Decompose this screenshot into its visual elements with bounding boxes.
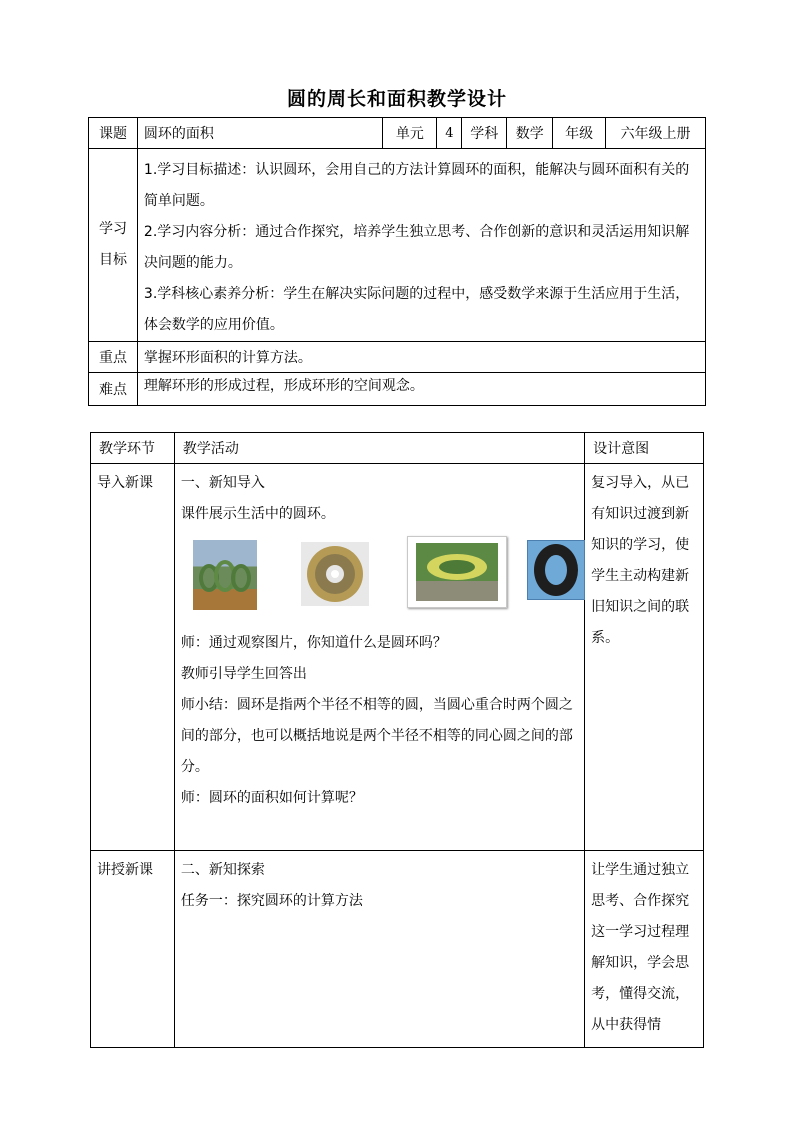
teaching-intent: 让学生通过独立思考、合作探究这一学习过程理解知识，学会思考，懂得交流，从中获得情 [591, 862, 690, 1033]
intro-stage: 导入新课 [97, 475, 153, 491]
ring-garden-image [407, 536, 507, 608]
teaching-row [91, 851, 704, 1048]
dialogue-line: 师：圆环的面积如何计算呢？ [180, 790, 363, 806]
goals-label [89, 149, 138, 342]
difficulty-value: 理解环形的形成过程，形成环形的空间观念。 [137, 373, 705, 406]
flower-rings-image [193, 540, 257, 610]
header-stage: 教学环节 [91, 433, 175, 464]
intro-stage-cell [91, 464, 175, 851]
intro-heading: 一、新知导入 [180, 475, 265, 491]
difficulty-label: 难点 [89, 373, 138, 406]
subject-label: 学科 [462, 118, 507, 149]
document-title: 圆的周长和面积教学设计 [286, 88, 507, 110]
lesson-info-table [88, 117, 706, 406]
difficulty-row [89, 373, 706, 406]
teaching-stage-cell [91, 851, 175, 1048]
teaching-text: 任务一：探究圆环的计算方法 [180, 893, 363, 909]
goals-row [89, 149, 706, 342]
key-point-row [89, 342, 706, 373]
cd-disc-image [301, 542, 369, 606]
ring-images [181, 534, 578, 614]
goal-item: 1.学习目标描述：认识圆环，会用自己的方法计算圆环的面积，能解决与圆环面积有关的简单问题。 [143, 162, 690, 209]
intro-activity-cell [174, 464, 584, 851]
unit-label: 单元 [383, 118, 437, 149]
unit-value: 4 [437, 118, 462, 149]
subject-value: 数学 [507, 118, 553, 149]
header-intent: 设计意图 [585, 433, 704, 464]
process-header-row [91, 433, 704, 464]
intro-text: 课件展示生活中的圆环。 [180, 506, 335, 522]
dialogue-line: 师：通过观察图片，你知道什么是圆环吗？ [180, 635, 447, 651]
teaching-stage: 讲授新课 [97, 862, 153, 878]
grade-value: 六年级上册 [606, 118, 706, 149]
grade-label: 年级 [553, 118, 606, 149]
goal-item: 3.学科核心素养分析：学生在解决实际问题的过程中，感受数学来源于生活应用于生活，体会数学的应用价值。 [143, 286, 690, 333]
key-point-label: 重点 [89, 342, 138, 373]
topic-label: 课题 [89, 118, 138, 149]
key-point-value: 掌握环形面积的计算方法。 [137, 342, 705, 373]
topic-value: 圆环的面积 [137, 118, 383, 149]
dialogue-line: 教师引导学生回答出 [180, 666, 307, 682]
intro-row [91, 464, 704, 851]
goal-item: 2.学习内容分析：通过合作探究，培养学生独立思考、合作创新的意识和灵活运用知识解决问题的能力。 [143, 224, 690, 271]
teaching-activity-cell [174, 851, 584, 1048]
teaching-heading: 二、新知探索 [180, 862, 265, 878]
tire-image [527, 540, 585, 600]
intro-intent-cell [585, 464, 704, 851]
header-activity: 教学活动 [174, 433, 584, 464]
topic-row [89, 118, 706, 149]
teaching-intent-cell [585, 851, 704, 1048]
dialogue-line: 师小结：圆环是指两个半径不相等的圆，当圆心重合时两个圆之间的部分，也可以概括地说是两个半径不相等的同心圆之间的部分。 [180, 697, 573, 775]
teaching-process-table [90, 432, 704, 1048]
goals-label-line-2: 目标 [98, 252, 127, 268]
goals-label-line-1: 学习 [98, 221, 127, 237]
intro-intent: 复习导入，从已有知识过渡到新知识的学习，使学生主动构建新旧知识之间的联系。 [591, 475, 690, 646]
goals-content [137, 149, 705, 342]
